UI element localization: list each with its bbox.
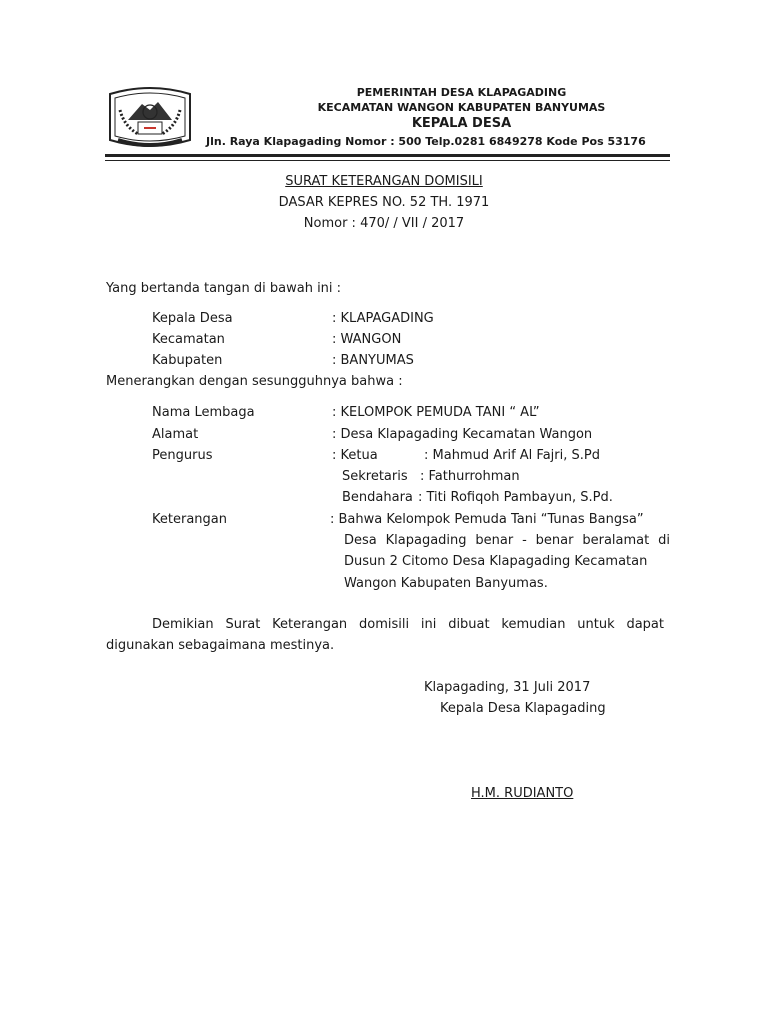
note-line: Wangon Kabupaten Banyumas.: [344, 576, 548, 591]
document-number: Nomor : 470/ / VII / 2017: [303, 216, 465, 231]
signer-value: : BANYUMAS: [332, 353, 414, 368]
closing-line: Demikian Surat Keterangan domisili ini dibuat kemudian untuk dapat: [152, 617, 664, 632]
document-title: SURAT KETERANGAN DOMISILI: [285, 174, 483, 189]
statement-text: Menerangkan dengan sesungguhnya bahwa :: [106, 374, 403, 389]
header-rule-thick: [105, 154, 670, 157]
note-line: Desa Klapagading benar - benar beralamat di: [344, 533, 670, 548]
signer-label: Kabupaten: [152, 353, 223, 368]
note-line: : Bahwa Kelompok Pemuda Tani “Tunas Bangsa”: [330, 512, 644, 527]
header-rule-thin: [105, 160, 670, 161]
note-label: Keterangan: [152, 512, 227, 527]
secretary-name: : Fathurrohman: [420, 469, 520, 484]
signature-place-date: Klapagading, 31 Juli 2017: [424, 680, 591, 695]
secretary-role: Sekretaris: [342, 469, 408, 484]
signature-name: H.M. RUDIANTO: [471, 786, 574, 801]
signature-position: Kepala Desa Klapagading: [440, 701, 606, 716]
header-district: KECAMATAN WANGON KABUPATEN BANYUMAS: [317, 101, 606, 114]
org-name-label: Nama Lembaga: [152, 405, 255, 420]
note-line: Dusun 2 Citomo Desa Klapagading Kecamatan: [344, 554, 648, 569]
treasurer-name: : Titi Rofiqoh Pambayun, S.Pd.: [418, 490, 613, 505]
intro-text: Yang bertanda tangan di bawah ini :: [106, 281, 342, 296]
chair-role: : Ketua: [332, 448, 378, 463]
header-office: KEPALA DESA: [411, 116, 512, 131]
org-name-value: : KELOMPOK PEMUDA TANI “ AL”: [332, 405, 540, 420]
closing-line: digunakan sebagaimana mestinya.: [106, 638, 335, 653]
document-basis: DASAR KEPRES NO. 52 TH. 1971: [278, 195, 490, 210]
signer-label: Kecamatan: [152, 332, 225, 347]
signer-value: : KLAPAGADING: [332, 311, 434, 326]
signer-label: Kepala Desa: [152, 311, 233, 326]
header-government: PEMERINTAH DESA KLAPAGADING: [356, 86, 567, 99]
treasurer-role: Bendahara: [342, 490, 413, 505]
header-address: Jln. Raya Klapagading Nomor : 500 Telp.0281 6849278 Kode Pos 53176: [206, 135, 646, 148]
org-address-value: : Desa Klapagading Kecamatan Wangon: [332, 427, 593, 442]
signer-value: : WANGON: [332, 332, 402, 347]
org-address-label: Alamat: [152, 427, 199, 442]
org-board-label: Pengurus: [152, 448, 213, 463]
chair-name: : Mahmud Arif Al Fajri, S.Pd: [424, 448, 600, 463]
